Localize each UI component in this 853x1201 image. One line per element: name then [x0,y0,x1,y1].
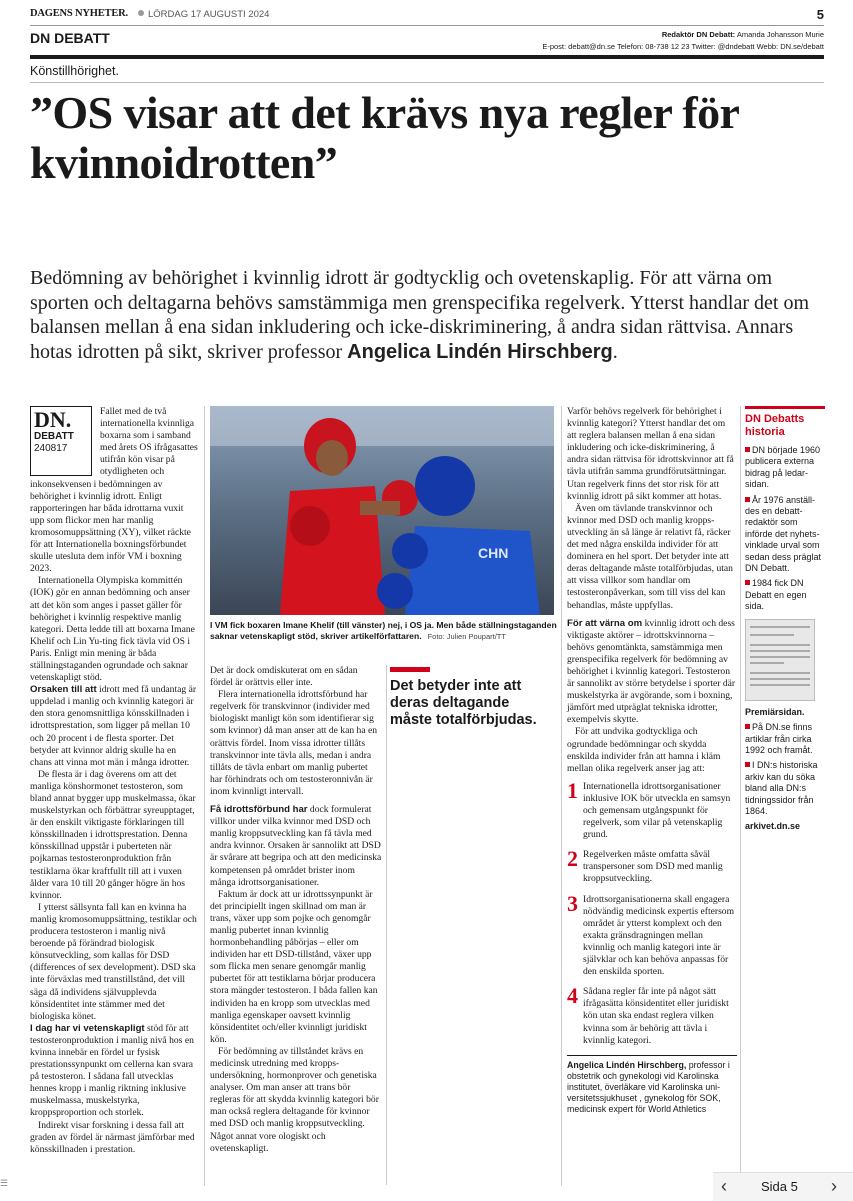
column-divider [386,665,387,1185]
list-item: År 1976 anställdes en debattredaktör som införde det nyhetsvinklade urval som sedan dess präglat DN Debatt. [745,494,822,574]
column-divider [561,406,562,1186]
kicker: Könstillhörighet. [30,64,119,78]
list-item: DN började 1960 publicera externa bidrag på ledarsidan. [745,445,821,490]
list-item: 1984 fick DN Debatt en egen sida. [745,578,807,612]
article-column-3: Varför behövs regelverk för behörighet i kvinnlig kategori? Ytterst handlar det om att reglera balansen mellan å ena sidan inkludering och icke-diskriminering, å andra sidan rättvisa för idrottskvinnor att få tävla utifrån samma grundförutsättningar. Utan regelverk finns det stor risk för att kvinnlig idrott på sikt kommer att hotas. Även om tävlande transkvinnor och kvinnor med DSD och manlig kroppsutveckling än så länge är relativt få, räcker det med några enskilda individer för att dominera en hel sport. Det betyder inte att deras deltagande måste totalförbjudas, utan att vissa villkor som handlar om testosteronpåverkan, som till viss del kan behandlas, måste uppfyllas. För att värna om kvinnlig idrott och dess viktigaste aktörer – idrottskvinnorna – behövs genomtänkta, samstämmiga men grenspecifika regelverk för bedömning av behörighet i kvinnlig kategori. Testosteron är sannolikt av större betydelse i sporter där muskelstyrka är avgörande, som i boxning, jämfört med utpräglat tekniska idrotter, exempelvis skytte. För att undvika godtyckliga och ogrundade bedömningar och skydda enskilda individer från att hamna i kläm mellan olika regelverk anser jag att: 1 Internationella idrottsorganisationer inklusive IOK bör utveckla en samsyn och gemensam utgångspunkt för regelverk, som vilar på vetenskaplig grund. 2 Regelverken måste omfatta såväl transpersoner som DSD med manlig kroppsutveckling. 3 Idrottsorganisationerna skall engagera nödvändig medicinsk expertis eftersom området är ytterst komplext och den exakta gränsdragningen mellan kvinnlig och manlig kategori inte är självklar och kan behöva anpassas för den enskilda sporten. 4 Sådana regler får inte på något sätt ifrågasätta könsidentitet eller juridiskt kön utan ska endast reglera vilken kvinna som är behörig att tävla i kvinnlig kategori. Angelica Lindén Hirschberg, professor i obstetrik och gynekologi vid Karolinska institutet, överläkare vid Karolinska universitetssjukhuset , gynekolog för SOK, medicinsk expert för World Athletics [567,406,736,1114]
article-column-2: Det är dock omdiskuterat om en sådan fördel är orättvis eller inte. Flera internationella idrottsförbund har regelverk för transkvinnor (individer med biologiskt manligt kön som identifierar sig som kvinnor) då man anser att de kan ha en orättvis fördel. Inom vissa idrotter tillåts transkvinnor inte tävla alls, medan i andra tillåts de tävla enbart om manlig pubertet har förhindrats och om testosteronnivån är inom kvinnligt intervall. Få idrottsförbund har dock formulerat villkor under vilka kvinnor med DSD och manlig kroppsutveckling kan få tävla med andra kvinnor. Orsaken är sannolikt att DSD är svårare att begripa och att den medicinska kompetensen på området brister inom många idrottsorganisationer. Faktum är dock att ur idrottssynpunkt är det principiellt ingen skillnad om man är trans, växer upp som pojke och genomgår manlig pubertet innan kvinnlig hormonbehandling påbörjas – eller om individen har ett DSD-tillstånd, växer upp som flicka men senare genomgår manlig pubertet för att testiklarna börjar producera stora mängder testosteron. I båda fallen kan individen ha en kropp som utvecklas med manliga egenskaper oavsett kvinnlig könsidentitet och/eller kvinnligt juridiskt kön. För bedömning av tillståndet krävs en medicinsk utredning med kroppsundersökning, hormonprover och genetiska analyser. Om man anser att trans bör regleras för att skydda kvinnlig kategori bör man också reglera deltagande för kvinnor med DSD och manlig kroppsutveckling. Något annat vore ologiskt och ovetenskapligt. [210,665,382,1154]
sidebar-accent [745,406,825,409]
column-divider [740,406,741,1186]
page-number: 5 [816,7,824,22]
list-item: 2 Regelverken måste omfatta såväl transpersoner som DSD med manlig kroppsutveckling. [567,846,723,885]
dn-debatt-badge: DN. DEBATT 240817 [30,406,92,476]
boxing-photo [210,406,554,615]
list-item: I DN:s historiska arkiv kan du söka bland alla DN:s tidningssidor från 1864. [745,760,818,816]
first-page-thumbnail [745,619,815,701]
next-page-icon[interactable]: › [831,1176,837,1196]
editor-info: Redaktör DN Debatt: Amanda Johansson Murie E-post: debatt@dn.se Telefon: 08-738 12 23 Twitter: @dndebatt Webb: DN.se/debatt [542,30,824,51]
divider [30,25,824,26]
thumbnail-caption: Premiärsidan. [745,706,805,717]
newspaper-logo: DAGENS NYHETER. [30,8,128,19]
svg-text:CHN: CHN [478,545,509,561]
column-divider [204,406,205,1186]
author-byline: Angelica Lindén Hirschberg, professor i obstetrik och gynekologi vid Karolinska institutet, överläkare vid Karolinska universitetssjukhuset , gynekolog för SOK, medicinsk expert för World Athletics [567,1055,737,1115]
page-indicator: Sida 5 [761,1179,798,1194]
list-item: 1 Internationella idrottsorganisationer inklusive IOK bör utveckla en samsyn och gemensam utgångspunkt för regelverk, som vilar på vetenskaplig grund. [567,777,731,841]
divider-thick [30,55,824,59]
ingress: Bedömning av behörighet i kvinnlig idrott är godtycklig och ovetenskaplig. För att värna om sporten och deltagarna behövs samstämmiga men grenspecifika regelverk. Ytterst handlar det om balansen mellan å ena sidan inkludering och icke-diskriminering, å andra sidan rättvisa. Annars hotas idrotten på sikt, skriver professor Angelica Lindén Hirschberg. [30,267,809,363]
boxing-photo-image [210,406,554,615]
article-column-1: DN. DEBATT 240817 Fallet med de två internationella kvinnliga boxarna som i samband med årets OS ifrågasattes utifrån kön visar på otydligheten och inkonsekvensen i bedömningen av behörighet i kvinnlig idrott. Enligt rapporteringen har båda idrottarna vuxit upp som flickor men har manlig kromosomuppsättning (XY), vilket räckte för att Internationella boxningsförbundet skulle utesluta dem inför VM i boxning 2023. Internationella Olympiska kommittén (IOK) gör en annan bedömning och anser att det kön som anges i passet gäller för behörighet i kvinnlig respektive manlig kategori. Detta ledde till att boxarna Imane Khelif och Lin Yu-ting fick tävla vid OS i Paris. Enligt min mening är båda ställningstaganden ogrundade och saknar vetenskapligt stöd. Orsaken till att idrott med få undantag är uppdelad i manlig och kvinnlig kategori är den stora genomsnittliga könsskillnaden i idrottsprestation, som ligger på mellan 10 och 20 procent i de flesta sporter. Det betyder att kvinnor aldrig skulle ha en chans att vinna mot män i många idrotter. De flesta är i dag överens om att det manliga könshormonet testosteron, som bland annat bygger upp muskelmassa, ökar muskelstyrkan och förbättrar syreupptaget, är den enskilt viktigaste förklaringen till könsskillnaden i idrottsprestation. Denna könsskillnad uppstår i puberteten när pojkarnas testosteronproduktion från testiklarna ökar kraftfullt till att i vuxen ålder vara 10 till 20 gånger högre än hos kvinnor. I ytterst sällsynta fall kan en kvinna ha manlig kromosomuppsättning, testiklar och producera testosteron i manlig nivå beroende på förändrad biologisk könsutveckling, som kallas för DSD (differences of sex development). DSD ska inte förväxlas med transtillstånd, det vill säga då individens självupplevda könsidentitet inte stämmer med det biologiska könet. I dag har vi vetenskapligt stöd för att testosteronproduktion i manlig nivå hos en kvinna innebär en fördel ur fysisk prestationssynpunkt om cellerna kan svara på testosteron. I sådana fall utvecklas hennes kropp i manlig riktning inklusive muskelmassa, muskelstyrka, kroppsproportion och storlek. Indirekt visar forskning i dessa fall att graden av fördel är närmast jämförbar med könsskillnaden i prestation. [30,406,198,1155]
masthead [30,8,824,20]
edge-tab[interactable]: ☰ [0,1178,9,1188]
recommendation-list [567,777,737,1047]
section-title: DN DEBATT [30,30,110,46]
sidebar-title: DN Debatts historia [745,413,805,438]
page-navigation [713,1172,853,1201]
prev-page-icon[interactable]: ‹ [721,1176,727,1196]
divider [30,82,824,83]
history-sidebar [745,406,825,837]
bullet-icon [138,10,144,16]
issue-date: LÖRDAG 17 AUGUSTI 2024 [138,9,269,20]
quote-accent-bar [390,667,430,672]
archive-link[interactable]: arkivet.dn.se [745,821,801,832]
photo-caption: I VM fick boxaren Imane Khelif (till vänster) nej, i OS ja. Men både ställningstaganden saknar vetenskapligt stöd, skriver artikelförfattaren. Foto: Julien Poupart/TT [210,620,557,641]
list-item: 4 Sådana regler får inte på något sätt ifrågasätta könsidentitet eller juridiskt kön utan ska endast reglera vilken kvinna som är behörig att tävla i kvinnlig kategori. [567,983,729,1046]
headline: ”OS visar att det krävs nya regler för kvinnoidrotten” [30,87,739,188]
list-item: På DN.se finns artiklar från cirka 1992 och framåt. [745,722,813,755]
pull-quote: Det betyder inte att deras deltagande måste totalförbjudas. [390,667,555,729]
list-item: 3 Idrottsorganisationerna skall engagera nödvändig medicinsk expertis eftersom området är ytterst komplext och den exakta gränsdragningen mellan kvinnlig och manlig kategori inte är självklar och kan behöva anpassas för den enskilda sporten. [567,890,735,978]
author-name: Angelica Lindén Hirschberg [347,340,613,363]
photo-credit: Foto: Julien Poupart/TT [427,632,506,641]
